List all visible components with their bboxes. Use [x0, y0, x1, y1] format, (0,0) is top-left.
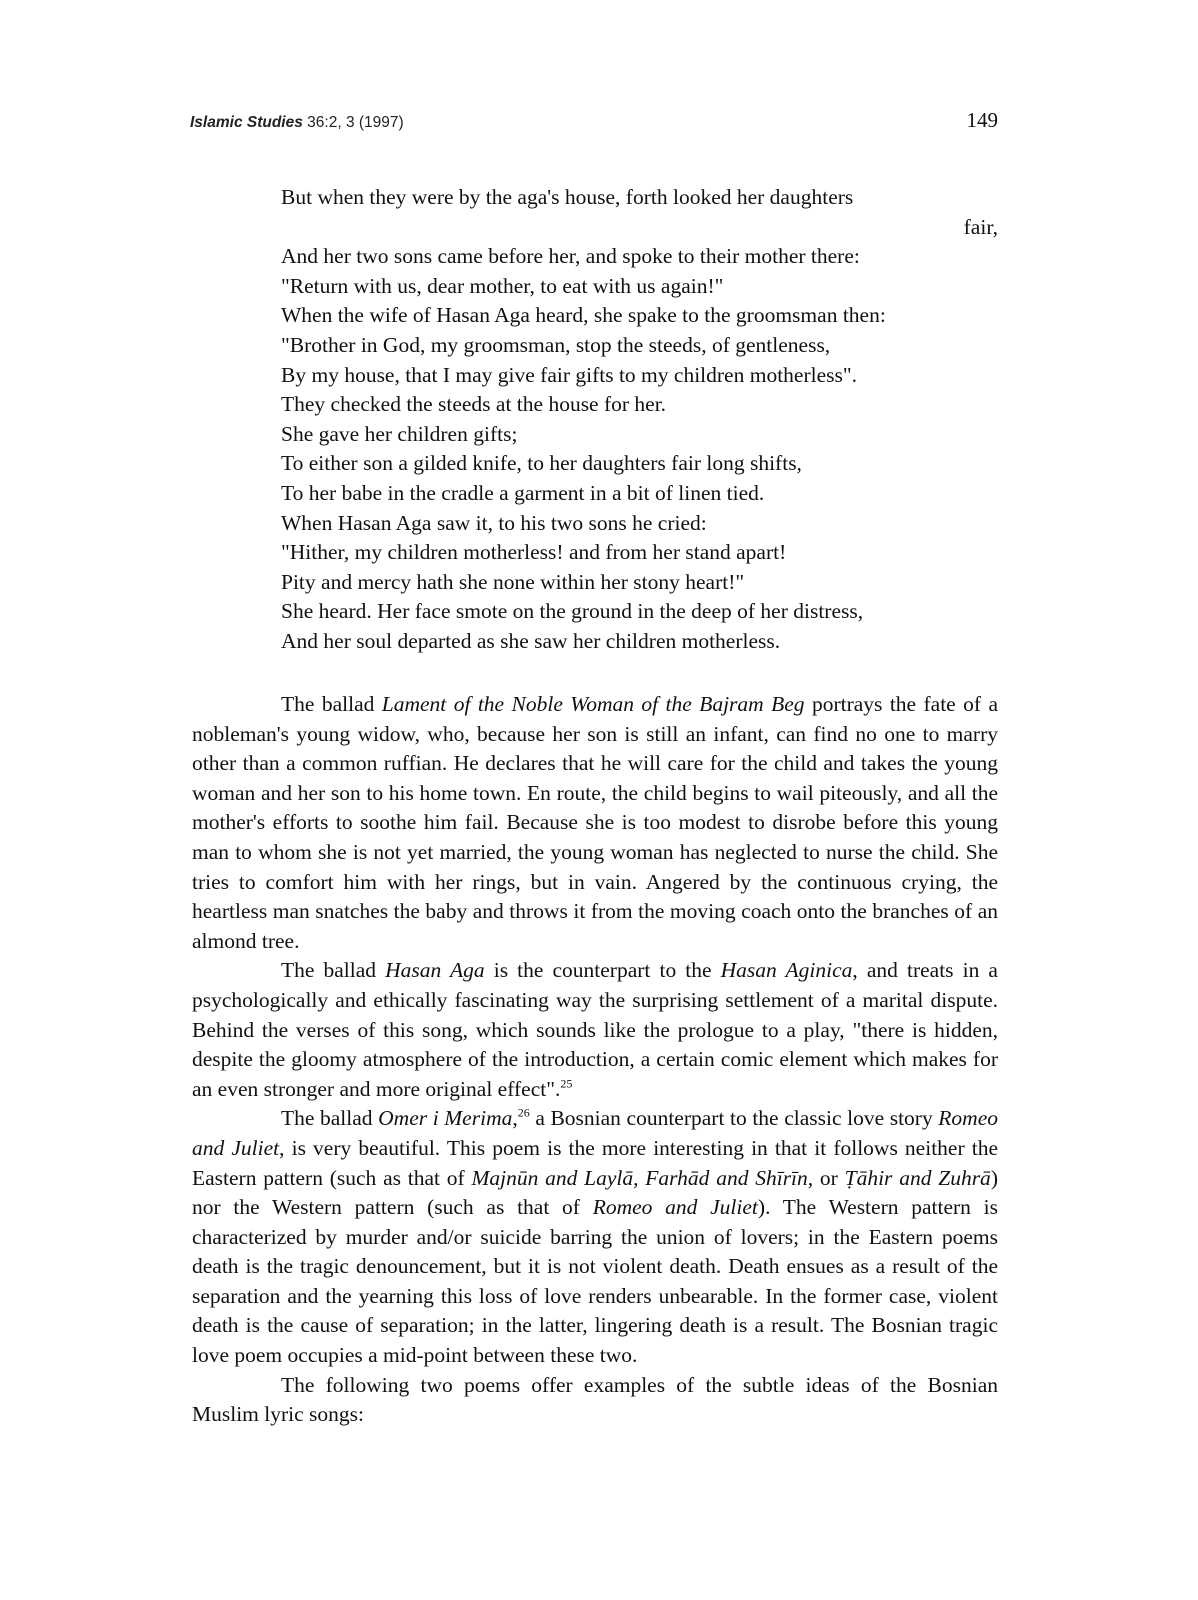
paragraph-omer-merima: The ballad Omer i Merima,$^{26}$ a Bosnian counterpart to the classic love story Romeo and Juliet, is very beautiful. This poem is the more interesting in that it follows neither the Eastern pattern (such as that of Majnūn and Laylā, Farhād and Shīrīn, or Ṭāhir and Zuhrā) nor the Western pattern (such as that of Romeo and Juliet). The Western pattern is characterized by murder and/or suicide barring the union of lovers; in the Eastern poems death is the tragic denouncement, but it is not violent death. Death ensues as a result of the separation and the yearning this loss of love renders unbearable. In the former case, violent death is the cause of separation; in the latter, lingering death is a result. The Bosnian tragic love poem occupies a mid-point between these two. — [192, 1105, 998, 1368]
verse-line: And her two sons came before her, and spoke to their mother there: — [281, 244, 860, 269]
verse-line: She heard. Her face smote on the ground in the deep of her distress, — [281, 599, 864, 624]
verse-line: "Hither, my children motherless! and from her stand apart! — [281, 540, 787, 565]
verse-line: When Hasan Aga saw it, to his two sons he cried: — [281, 510, 707, 535]
work-title: Romeo and Juliet — [592, 1195, 758, 1220]
paragraph-lament: The ballad Lament of the Noble Woman of the Bajram Beg portrays the fate of a nobleman's young widow, who, because her son is still an infant, can find no one to marry other than a common ruffian. He declares that he will care for the child and takes the young woman and her son to his home town. En route, the child begins to wail piteously, and all the mother's efforts to soothe him fail. Because she is too modest to disrobe before this young man to whom she is not yet married, the young woman has neglected to nurse the child. She tries to comfort him with her rings, but in vain. Angered by the continuous crying, the heartless man snatches the baby and throws it from the moving coach onto the branches of an almond tree. — [192, 692, 998, 953]
verse-line: They checked the steeds at the house for her. — [281, 392, 667, 417]
verse-line: She gave her children gifts; — [281, 421, 518, 446]
verse-line: And her soul departed as she saw her children motherless. — [281, 628, 781, 653]
page-number: 149 — [966, 108, 998, 132]
verse-line: When the wife of Hasan Aga heard, she spake to the groomsman then: — [281, 303, 886, 328]
journal-citation — [190, 114, 404, 132]
verse-line: Pity and mercy hath she none within her stony heart!" — [281, 569, 745, 594]
ballad-title: Omer i Merima — [378, 1106, 513, 1131]
verse-line: To either son a gilded knife, to her daughters fair long shifts, — [281, 451, 802, 476]
verse-line: To her babe in the cradle a garment in a bit of linen tied. — [281, 480, 765, 505]
work-title: Ṭāhir and Zuhrā — [844, 1165, 991, 1190]
work-title: Majnūn and Laylā, — [471, 1165, 639, 1190]
footnote-marker[interactable]: 25 — [560, 1076, 573, 1091]
work-title: Romeo and Juliet — [192, 1106, 998, 1160]
ballad-title: Hasan Aginica — [720, 958, 853, 983]
journal-name: Islamic Studies — [190, 114, 303, 131]
verse-line: "Return with us, dear mother, to eat with us again!" — [281, 273, 724, 298]
footnote-marker[interactable]: 26 — [517, 1105, 530, 1120]
work-title: Farhād and Shīrīn, — [645, 1165, 814, 1190]
verse-line-continuation: fair, — [963, 214, 998, 239]
ballad-title: Hasan Aga — [385, 958, 485, 983]
verse-line: By my house, that I may give fair gifts to my children motherless". — [281, 362, 858, 387]
running-head — [190, 108, 998, 138]
journal-issue: 36:2, 3 (1997) — [307, 114, 404, 131]
paragraph-lyric-songs: The following two poems offer examples of the subtle ideas of the Bosnian Muslim lyric songs: — [192, 1372, 998, 1427]
ballad-title: Lament of the Noble Woman of the Bajram Beg — [381, 692, 805, 716]
paragraph-hasan-aga: The ballad Hasan Aga is the counterpart to the Hasan Aginica, and treats in a psychologically and ethically fascinating way the surprising settlement of a marital dispute. Behind the verses of this song, which sounds like the prologue to a play, "there is hidden, despite the gloomy atmosphere of the introduction, a certain comic element which makes for an even stronger and more original effect".$^{25}$ — [192, 958, 998, 1101]
body-text — [192, 690, 998, 1430]
verse-line: But when they were by the aga's house, forth looked her daughters — [281, 185, 854, 209]
ballad-verse — [281, 183, 998, 657]
verse-line: "Brother in God, my groomsman, stop the steeds, of gentleness, — [281, 332, 831, 357]
